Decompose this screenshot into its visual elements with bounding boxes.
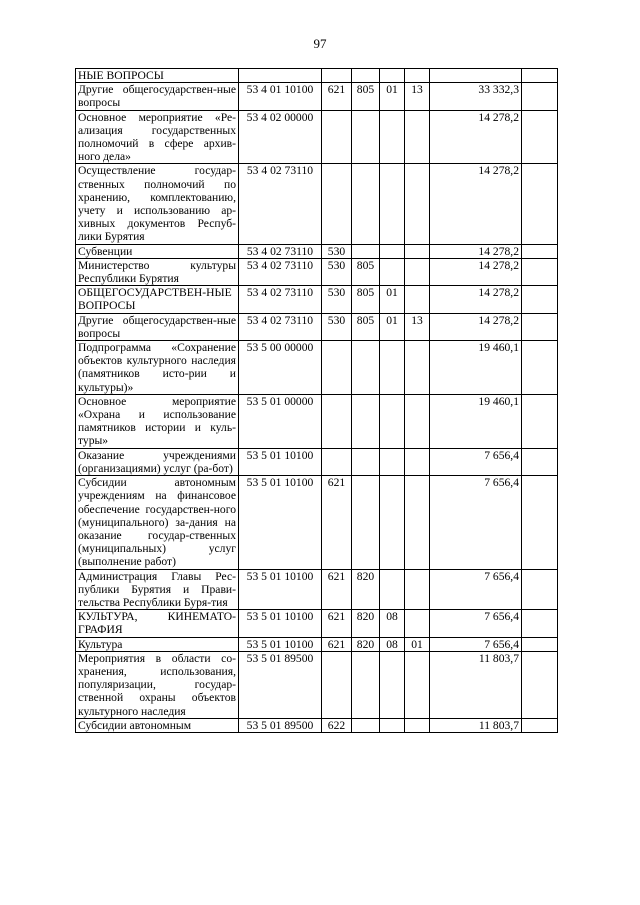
row-vr-cell: 530 [322, 244, 352, 258]
row-code-cell: 53 5 01 10100 [239, 569, 322, 610]
row-extra-cell [522, 394, 558, 448]
row-name-cell: КУЛЬТУРА, КИНЕМАТО-ГРАФИЯ [76, 610, 239, 637]
table-row [76, 286, 558, 313]
row-name-cell: Осуществление государ-ственных полномочий по хранению, комплектованию, учету и использованию ар-хивных документов Респуб-лики Бурятия [76, 164, 239, 244]
row-name-cell: НЫЕ ВОПРОСЫ [76, 69, 239, 83]
row-extra-cell [522, 637, 558, 651]
row-vr-cell: 622 [322, 718, 352, 732]
row-pr-cell [405, 69, 430, 83]
table-row [76, 258, 558, 285]
row-gr-cell: 805 [352, 313, 380, 340]
row-vr-cell [322, 69, 352, 83]
row-rz-cell: 08 [380, 637, 405, 651]
row-pr-cell [405, 476, 430, 569]
row-vr-cell [322, 448, 352, 475]
row-rz-cell: 01 [380, 83, 405, 110]
row-gr-cell: 820 [352, 610, 380, 637]
table-row [76, 164, 558, 244]
row-pr-cell [405, 110, 430, 164]
table-row [76, 69, 558, 83]
row-extra-cell [522, 258, 558, 285]
row-gr-cell [352, 718, 380, 732]
row-amount-cell: 7 656,4 [430, 569, 522, 610]
table-row [76, 718, 558, 732]
row-extra-cell [522, 476, 558, 569]
row-code-cell: 53 5 01 10100 [239, 448, 322, 475]
row-vr-cell [322, 164, 352, 244]
row-vr-cell [322, 394, 352, 448]
row-pr-cell [405, 448, 430, 475]
row-name-cell: Оказание учреждениями (организациями) услуг (ра-бот) [76, 448, 239, 475]
row-amount-cell: 14 278,2 [430, 110, 522, 164]
row-code-cell: 53 4 02 73110 [239, 286, 322, 313]
table-row [76, 476, 558, 569]
table-row [76, 110, 558, 164]
row-code-cell: 53 5 01 10100 [239, 610, 322, 637]
page-number: 97 [313, 36, 327, 51]
row-code-cell: 53 5 01 10100 [239, 637, 322, 651]
row-amount-cell: 14 278,2 [430, 164, 522, 244]
row-amount-cell: 14 278,2 [430, 258, 522, 285]
row-gr-cell [352, 448, 380, 475]
row-vr-cell: 530 [322, 313, 352, 340]
row-gr-cell: 805 [352, 83, 380, 110]
row-code-cell: 53 4 01 10100 [239, 83, 322, 110]
row-amount-cell: 14 278,2 [430, 244, 522, 258]
row-vr-cell: 621 [322, 637, 352, 651]
row-vr-cell [322, 651, 352, 718]
row-pr-cell [405, 258, 430, 285]
row-gr-cell [352, 69, 380, 83]
row-rz-cell [380, 164, 405, 244]
table-row [76, 341, 558, 395]
budget-table-body [76, 69, 558, 733]
row-amount-cell: 14 278,2 [430, 313, 522, 340]
row-code-cell: 53 5 00 00000 [239, 341, 322, 395]
row-name-cell: Министерство культуры Республики Бурятия [76, 258, 239, 285]
row-code-cell: 53 4 02 73110 [239, 244, 322, 258]
row-pr-cell [405, 718, 430, 732]
row-extra-cell [522, 164, 558, 244]
row-gr-cell: 805 [352, 258, 380, 285]
row-name-cell: Субсидии автономным [76, 718, 239, 732]
row-pr-cell [405, 569, 430, 610]
row-vr-cell: 621 [322, 610, 352, 637]
row-amount-cell [430, 69, 522, 83]
table-row [76, 83, 558, 110]
row-code-cell: 53 4 02 73110 [239, 258, 322, 285]
row-pr-cell [405, 651, 430, 718]
row-gr-cell [352, 394, 380, 448]
row-amount-cell: 7 656,4 [430, 476, 522, 569]
row-extra-cell [522, 651, 558, 718]
row-name-cell: Субсидии автономным учреждениям на финансовое обеспечение государствен-ного (муниципального) за-дания на оказание государ-ственных (муниципальных) услуг (выполнение работ) [76, 476, 239, 569]
row-extra-cell [522, 69, 558, 83]
row-extra-cell [522, 341, 558, 395]
row-pr-cell: 13 [405, 313, 430, 340]
row-rz-cell [380, 651, 405, 718]
row-pr-cell [405, 164, 430, 244]
row-name-cell: Мероприятия в области со-хранения, использования, популяризации, государ-ственной охраны объектов культурного наследия [76, 651, 239, 718]
row-pr-cell: 01 [405, 637, 430, 651]
row-extra-cell [522, 286, 558, 313]
row-gr-cell: 820 [352, 569, 380, 610]
row-gr-cell: 805 [352, 286, 380, 313]
row-rz-cell [380, 448, 405, 475]
row-code-cell: 53 4 02 73110 [239, 164, 322, 244]
table-row [76, 448, 558, 475]
table-row [76, 394, 558, 448]
row-extra-cell [522, 718, 558, 732]
row-amount-cell: 7 656,4 [430, 448, 522, 475]
row-rz-cell [380, 258, 405, 285]
row-vr-cell [322, 110, 352, 164]
row-pr-cell [405, 286, 430, 313]
budget-table [75, 68, 558, 733]
row-code-cell: 53 5 01 89500 [239, 718, 322, 732]
row-extra-cell [522, 83, 558, 110]
row-vr-cell: 621 [322, 476, 352, 569]
row-code-cell: 53 5 01 00000 [239, 394, 322, 448]
row-rz-cell [380, 476, 405, 569]
row-gr-cell [352, 341, 380, 395]
row-name-cell: Культура [76, 637, 239, 651]
row-rz-cell [380, 569, 405, 610]
row-extra-cell [522, 448, 558, 475]
row-amount-cell: 19 460,1 [430, 341, 522, 395]
row-amount-cell: 7 656,4 [430, 637, 522, 651]
row-gr-cell: 820 [352, 637, 380, 651]
row-code-cell: 53 5 01 10100 [239, 476, 322, 569]
row-name-cell: Подпрограмма «Сохранение объектов культурного наследия (памятников исто-рии и культуры)» [76, 341, 239, 395]
row-amount-cell: 11 803,7 [430, 718, 522, 732]
row-code-cell: 53 5 01 89500 [239, 651, 322, 718]
row-amount-cell: 19 460,1 [430, 394, 522, 448]
row-amount-cell: 7 656,4 [430, 610, 522, 637]
row-gr-cell [352, 110, 380, 164]
row-name-cell: ОБЩЕГОСУДАРСТВЕН-НЫЕ ВОПРОСЫ [76, 286, 239, 313]
row-vr-cell [322, 341, 352, 395]
table-row [76, 244, 558, 258]
row-name-cell: Основное мероприятие «Ре-ализация государственных полномочий в сфере архив-ного дела» [76, 110, 239, 164]
row-rz-cell: 01 [380, 286, 405, 313]
row-amount-cell: 14 278,2 [430, 286, 522, 313]
row-extra-cell [522, 313, 558, 340]
row-rz-cell: 01 [380, 313, 405, 340]
row-vr-cell: 530 [322, 286, 352, 313]
row-rz-cell [380, 341, 405, 395]
row-gr-cell [352, 244, 380, 258]
row-code-cell: 53 4 02 73110 [239, 313, 322, 340]
row-vr-cell: 530 [322, 258, 352, 285]
row-extra-cell [522, 569, 558, 610]
row-rz-cell [380, 69, 405, 83]
row-gr-cell [352, 651, 380, 718]
row-rz-cell [380, 718, 405, 732]
row-pr-cell [405, 244, 430, 258]
row-name-cell: Администрация Главы Рес-публики Бурятия и Прави-тельства Республики Буря-тия [76, 569, 239, 610]
table-row [76, 313, 558, 340]
row-amount-cell: 11 803,7 [430, 651, 522, 718]
row-name-cell: Субвенции [76, 244, 239, 258]
row-vr-cell: 621 [322, 569, 352, 610]
row-amount-cell: 33 332,3 [430, 83, 522, 110]
row-gr-cell [352, 164, 380, 244]
row-vr-cell: 621 [322, 83, 352, 110]
row-pr-cell [405, 394, 430, 448]
row-rz-cell: 08 [380, 610, 405, 637]
table-row [76, 610, 558, 637]
row-extra-cell [522, 244, 558, 258]
row-gr-cell [352, 476, 380, 569]
row-pr-cell: 13 [405, 83, 430, 110]
row-pr-cell [405, 610, 430, 637]
table-row [76, 569, 558, 610]
row-rz-cell [380, 244, 405, 258]
row-extra-cell [522, 610, 558, 637]
row-pr-cell [405, 341, 430, 395]
row-name-cell: Другие общегосударствен-ные вопросы [76, 83, 239, 110]
row-rz-cell [380, 394, 405, 448]
table-row [76, 651, 558, 718]
row-rz-cell [380, 110, 405, 164]
row-extra-cell [522, 110, 558, 164]
row-code-cell [239, 69, 322, 83]
row-name-cell: Основное мероприятие «Охрана и использование памятников истории и куль-туры» [76, 394, 239, 448]
row-code-cell: 53 4 02 00000 [239, 110, 322, 164]
table-row [76, 637, 558, 651]
row-name-cell: Другие общегосударствен-ные вопросы [76, 313, 239, 340]
